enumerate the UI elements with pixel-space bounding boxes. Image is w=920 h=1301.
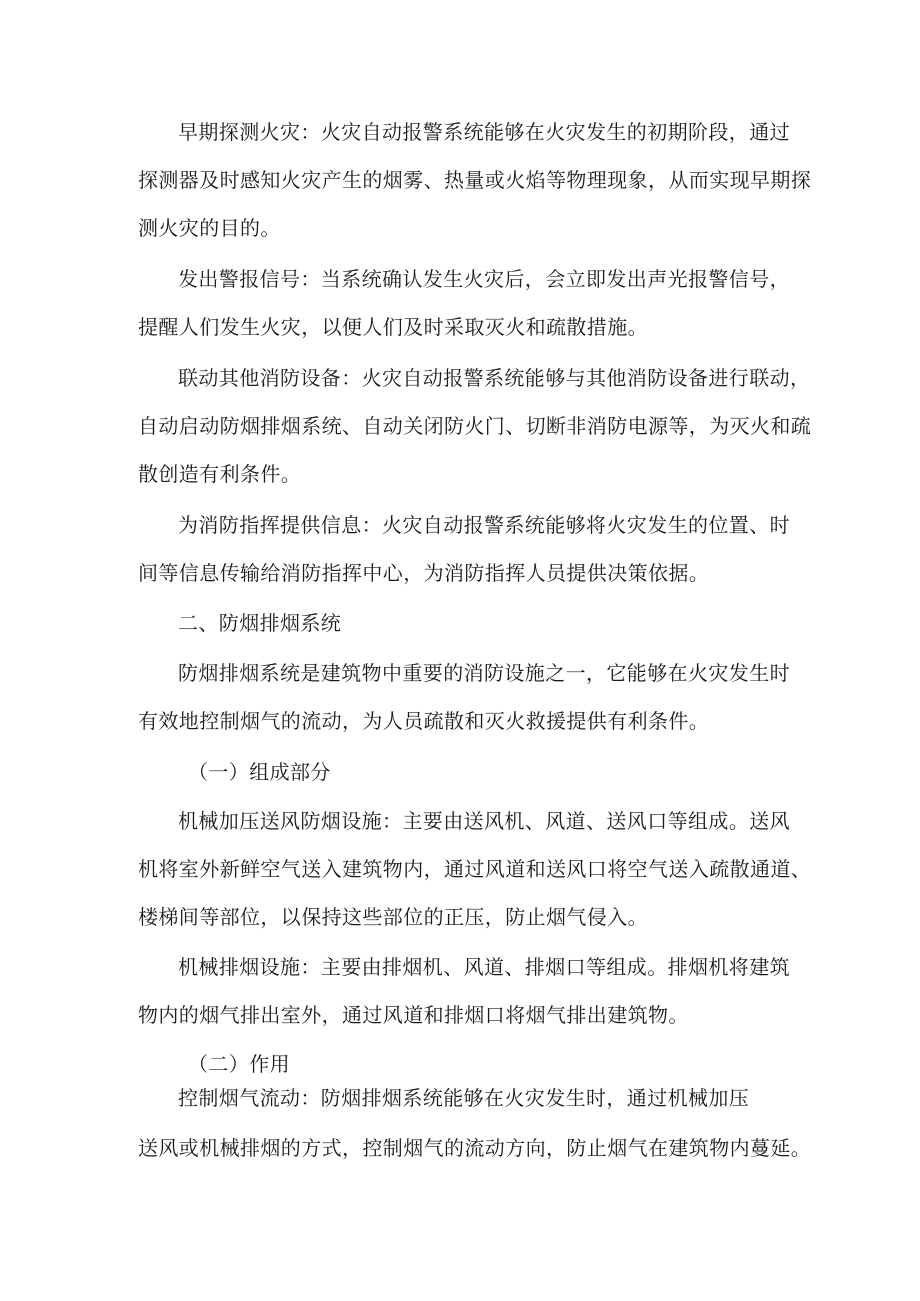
paragraph-smoke-flow-line-1: 控制烟气流动：防烟排烟系统能够在火灾发生时，通过机械加压 (178, 1086, 750, 1110)
paragraph-linkage-line-1: 联动其他消防设备：火灾自动报警系统能够与其他消防设备进行联动， (178, 366, 811, 390)
paragraph-pressurization-line-2: 机将室外新鲜空气送入建筑物内，通过风道和送风口将空气送入疏散通道、 (138, 857, 812, 881)
paragraph-exhaust-line-2: 物内的烟气排出室外，通过风道和排烟口将烟气排出建筑物。 (138, 1003, 689, 1027)
paragraph-early-detection-line-1: 早期探测火灾：火灾自动报警系统能够在火灾发生的初期阶段，通过 (178, 120, 790, 144)
paragraph-linkage-line-2: 自动启动防烟排烟系统、自动关闭防火门、切断非消防电源等，为灭火和疏 (138, 414, 812, 438)
subheading-function: （二）作用 (188, 1052, 290, 1076)
section-heading-smoke-control: 二、防烟排烟系统 (178, 611, 342, 635)
paragraph-pressurization-line-1: 机械加压送风防烟设施：主要由送风机、风道、送风口等组成。送风 (178, 809, 790, 833)
paragraph-alarm-line-2: 提醒人们发生火灾，以便人们及时采取灭火和疏散措施。 (138, 315, 648, 339)
paragraph-early-detection-line-3: 测火灾的目的。 (138, 216, 281, 240)
paragraph-alarm-line-1: 发出警报信号：当系统确认发生火灾后，会立即发出声光报警信号， (178, 267, 790, 291)
paragraph-pressurization-line-3: 楼梯间等部位，以保持这些部位的正压，防止烟气侵入。 (138, 905, 648, 929)
paragraph-command-info-line-1: 为消防指挥提供信息：火灾自动报警系统能够将火灾发生的位置、时 (178, 513, 790, 537)
paragraph-smoke-flow-line-2: 送风或机械排烟的方式，控制烟气的流动方向，防止烟气在建筑物内蔓延。 (138, 1136, 812, 1160)
paragraph-smoke-intro-line-2: 有效地控制烟气的流动，为人员疏散和灭火救援提供有利条件。 (138, 709, 710, 733)
paragraph-early-detection-line-2: 探测器及时感知火灾产生的烟雾、热量或火焰等物理现象，从而实现早期探 (138, 168, 812, 192)
subheading-components: （一）组成部分 (188, 760, 331, 784)
paragraph-linkage-line-3: 散创造有利条件。 (138, 462, 302, 486)
paragraph-smoke-intro-line-1: 防烟排烟系统是建筑物中重要的消防设施之一，它能够在火灾发生时 (178, 661, 790, 685)
paragraph-exhaust-line-1: 机械排烟设施：主要由排烟机、风道、排烟口等组成。排烟机将建筑 (178, 955, 790, 979)
paragraph-command-info-line-2: 间等信息传输给消防指挥中心，为消防指挥人员提供决策依据。 (138, 561, 710, 585)
